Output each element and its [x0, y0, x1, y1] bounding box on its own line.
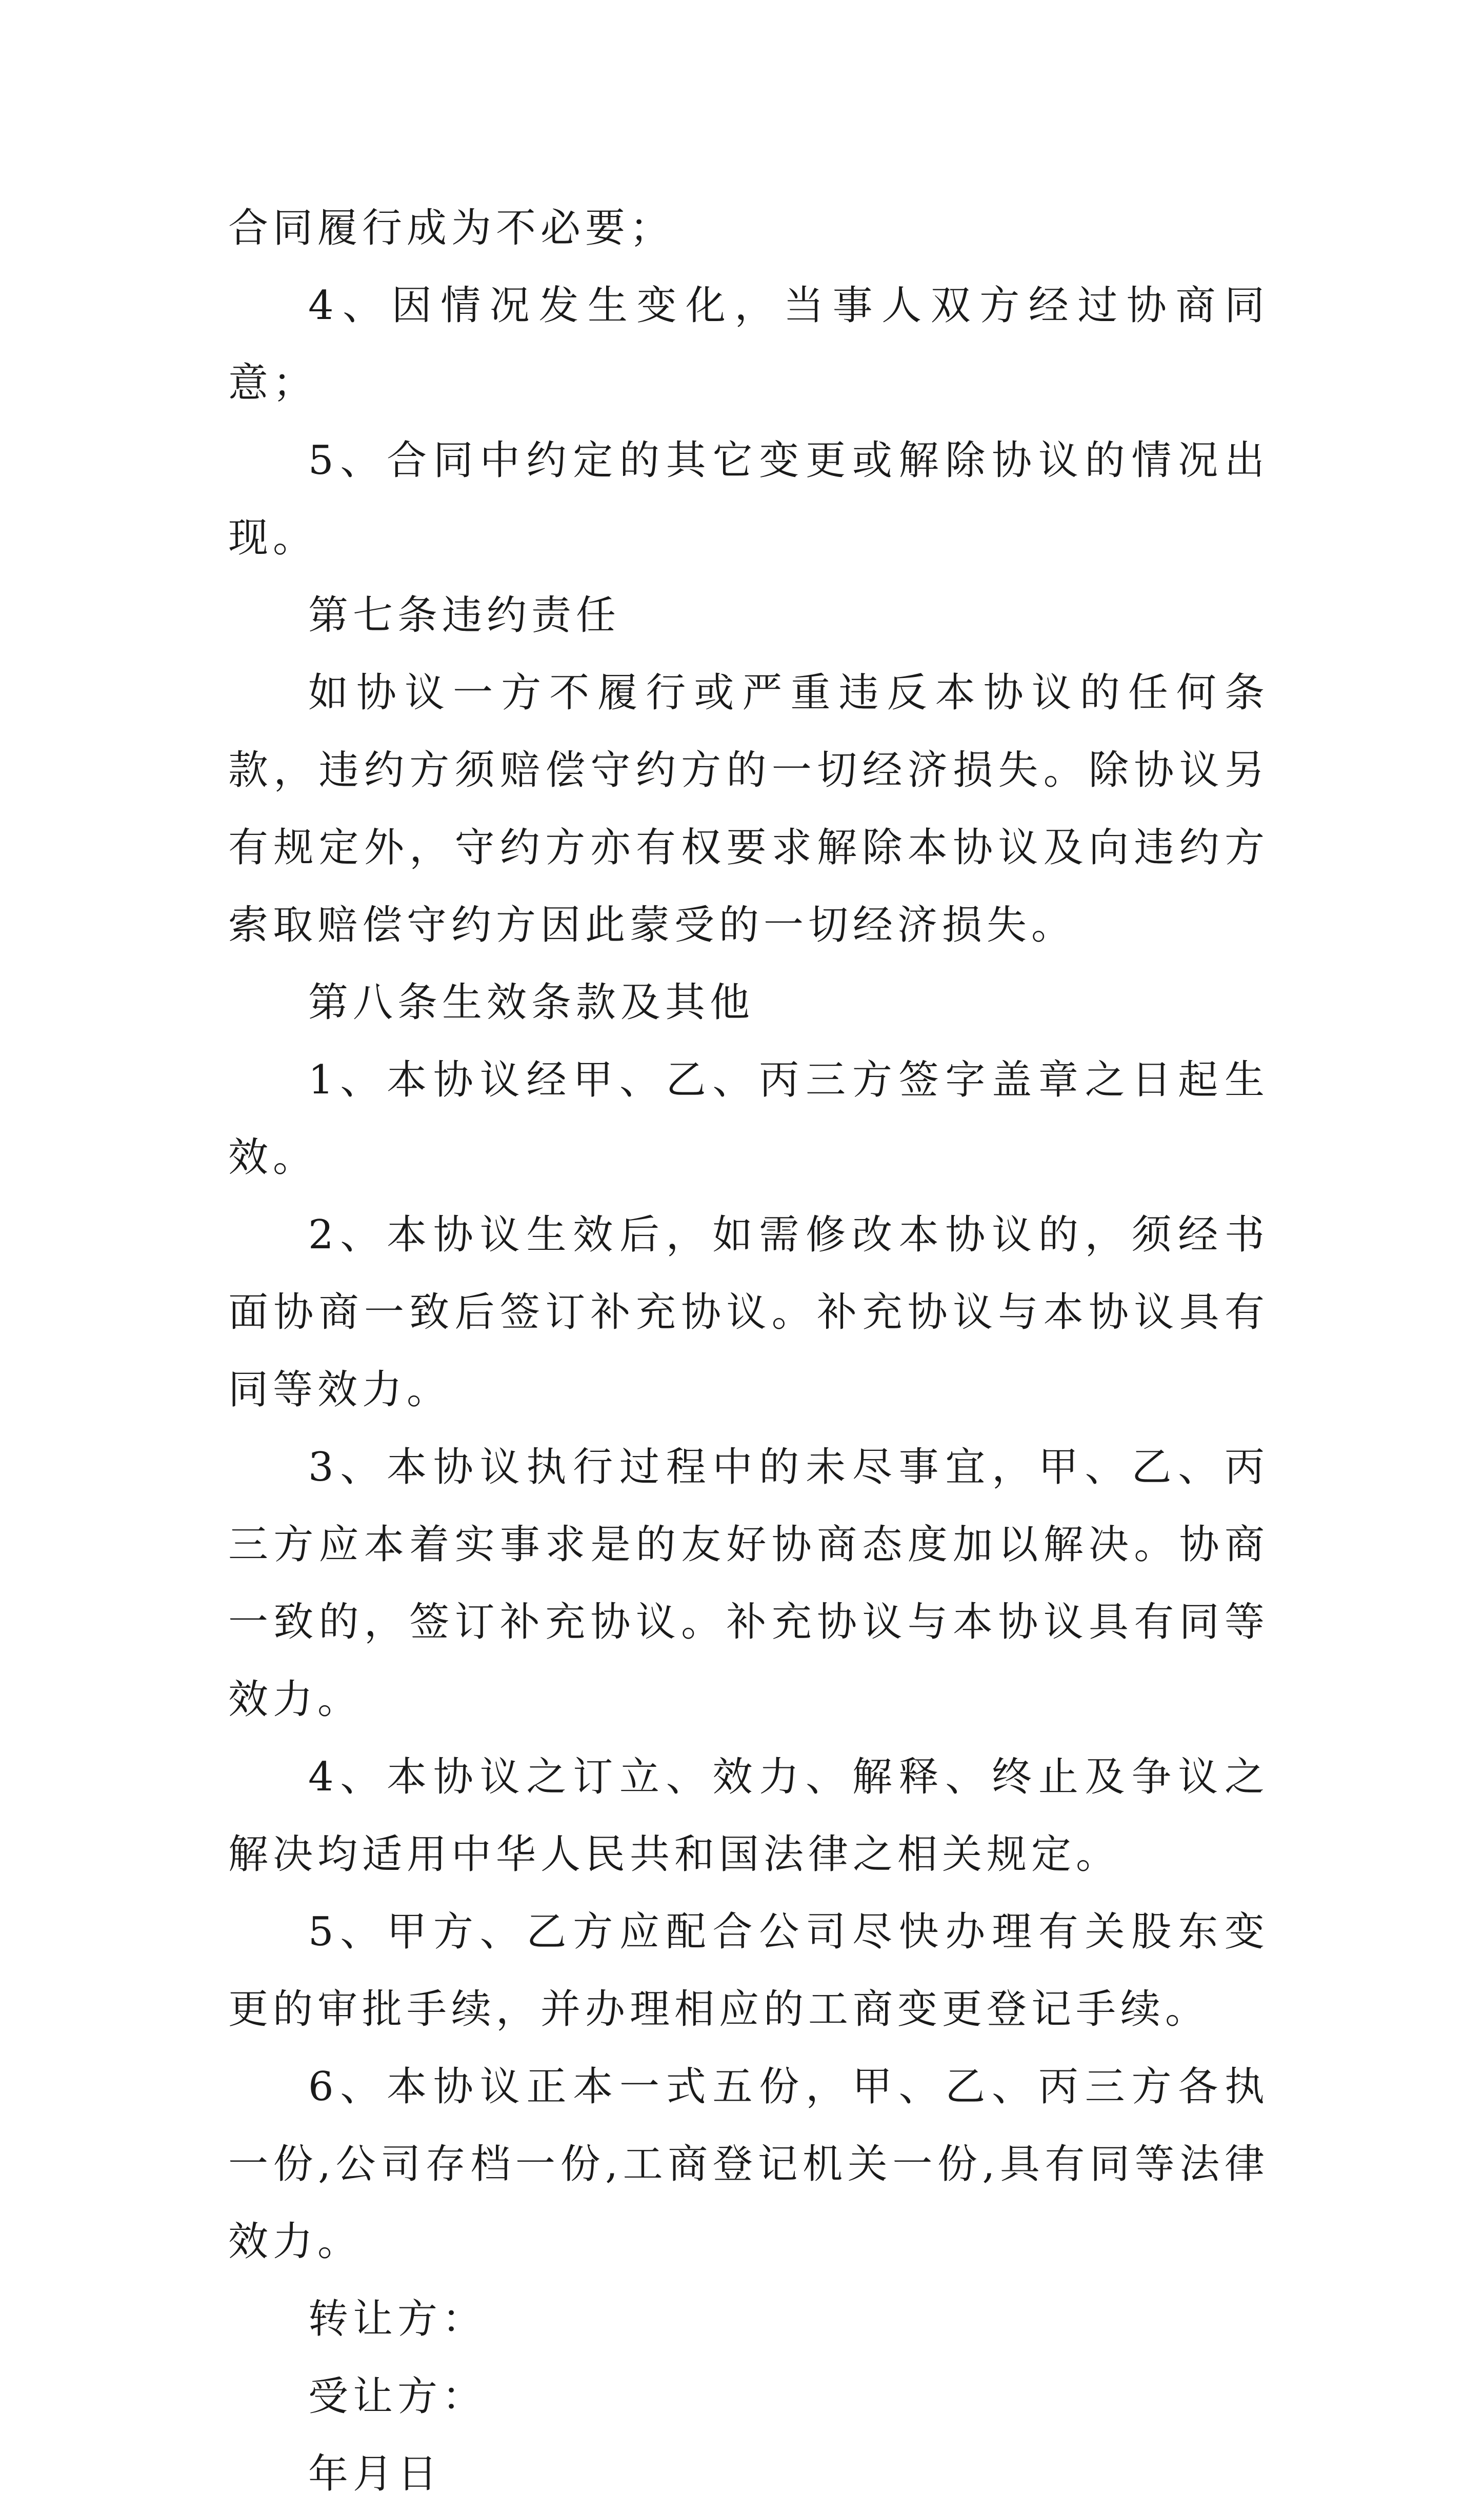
clause-item-5: 5、合同中约定的其它变更或解除协议的情况出现。 [228, 437, 1269, 561]
clause-item-4: 4、因情况发生变化，当事人双方经过协商同意； [228, 283, 1269, 406]
document-body [228, 190, 1269, 2513]
clause-effective-2: 2、本协议生效后，如需修改本协议的，须经书面协商一致后签订补充协议。补充协议与本协议具有同等效力。 [228, 1212, 1269, 1413]
section-heading-article-8: 第八条生效条款及其他 [308, 980, 755, 1026]
paragraph-breach-liability: 如协议一方不履行或严重违反本协议的任何条款，违约方须赔偿守约方的一切经济损失。除协议另有规定外，守约方亦有权要求解除本协议及向违约方索取赔偿守约方因此蒙受的一切经济损失。 [228, 670, 1269, 948]
clause-effective-6: 6、本协议正本一式五份，甲、乙、丙三方各执一份,公司存档一份,工商登记机关一份,具有同等法律效力。 [228, 2064, 1269, 2265]
section-heading-article-7: 第七条违约责任 [308, 592, 621, 639]
clause-effective-4: 4、本协议之订立、效力、解释、终止及争议之解决均适用中华人民共和国法律之相关规定。 [228, 1754, 1269, 1878]
signature-date: 年月日 [308, 2451, 443, 2497]
paragraph-continuation: 合同履行成为不必要； [228, 205, 675, 251]
clause-effective-5: 5、甲方、乙方应配合公司尽快办理有关股东变更的审批手续，并办理相应的工商变更登记手续。 [228, 1909, 1269, 2032]
signature-transferee: 受让方： [308, 2374, 487, 2420]
clause-effective-1: 1、本协议经甲、乙、丙三方签字盖章之日起生效。 [228, 1057, 1269, 1181]
clause-effective-3: 3、本协议执行过程中的未尽事宜，甲、乙、丙三方应本着实事求是的友好协商态度加以解决。协商一致的，签订补充协议。补充协议与本协议具有同等效力。 [228, 1444, 1269, 1723]
signature-transferor: 转让方： [308, 2296, 487, 2342]
